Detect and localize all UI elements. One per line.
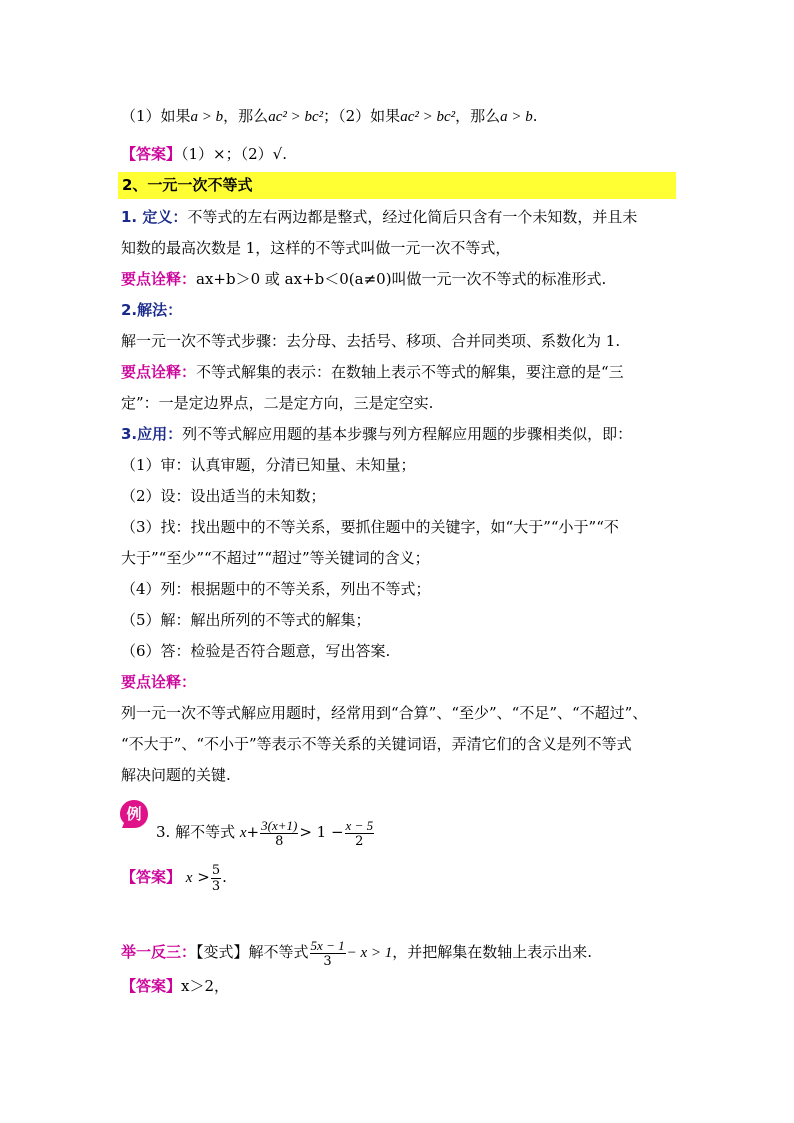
answer-line-1: 【答案】（1）×；（2）√.: [121, 145, 287, 163]
answer-line-4: 【答案】x＞2，: [121, 977, 230, 995]
section-heading: 2、一元一次不等式: [122, 176, 253, 194]
answer-line-3: 【答案】 x > $\frac{5}{3}$ .: [121, 862, 227, 894]
fraction: $\frac{x - 5}{2}$: [345, 817, 374, 849]
application-intro: 3.应用：列不等式解应用题的基本步骤与列方程解应用题的步骤相类似，即：: [121, 425, 633, 443]
note3-line-3: 解决问题的关键.: [121, 766, 231, 784]
fraction: $\frac{5x - 1}{3}$: [310, 937, 345, 969]
note2-line-1: 要点诠释：不等式解集的表示：在数轴上表示不等式的解集，要注意的是“三: [121, 363, 624, 381]
note3-line-2: “不大于”、“不小于”等表示不等关系的关键词语，弄清它们的含义是列不等式: [121, 735, 632, 753]
application-step: （2）设：设出适当的未知数；: [121, 487, 326, 505]
svg-text:例: 例: [126, 805, 142, 823]
question-parts-line: （1）如果a > b，那么ac² > bc²；（2）如果ac² > bc²，那么a > b.: [121, 107, 538, 125]
application-step: （5）解：解出所列的不等式的解集；: [121, 611, 371, 629]
fraction: $\frac{5}{3}$: [211, 862, 221, 894]
variant-question: 举一反三：【变式】解不等式 $\frac{5x - 1}{3}$ − x > 1，并把解集在数轴上表示出来.: [121, 937, 593, 969]
method-text: 解一元一次不等式步骤：去分母、去括号、移项、合并同类项、系数化为 1.: [121, 332, 621, 350]
application-step: （1）审：认真审题，分清已知量、未知量；: [121, 456, 416, 474]
note2-line-2: 定”：一是定边界点，二是定方向，三是定空实.: [121, 394, 434, 412]
application-step: （4）列：根据题中的不等关系，列出不等式；: [121, 580, 431, 598]
section-heading-highlight: [118, 172, 676, 199]
answer-tag: 【答案】: [121, 145, 182, 163]
method-label: 2.解法：: [121, 301, 183, 319]
fraction: $\frac{3(x+1)}{8}$: [261, 817, 298, 849]
note3-line-1: 列一元一次不等式解应用题时，经常用到“合算”、“至少”、“不足”、“不超过”、: [121, 704, 648, 722]
example-badge-icon: [119, 799, 149, 829]
application-step: （6）答：检验是否符合题意，写出答案.: [121, 642, 391, 660]
application-step: （3）找：找出题中的不等关系，要抓住题中的关键字，如“大于”“小于”“不: [121, 518, 619, 536]
application-step: 大于”“至少”“不超过”“超过”等关键词的含义；: [121, 549, 430, 567]
definition-line-2: 知数的最高次数是 1，这样的不等式叫做一元一次不等式，: [121, 239, 511, 257]
note3-label: 要点诠释：: [121, 673, 197, 691]
definition-line-1: 1. 定义：不等式的左右两边都是整式，经过化简后只含有一个未知数，并且未: [121, 208, 638, 226]
example-3-question: 3. 解不等式 x+ $\frac{3(x+1)}{8}$ > 1 − $\frac{x - 5}{2}$: [156, 817, 374, 849]
note1-line: 要点诠释：ax+b＞0 或 ax+b＜0(a≠0)叫做一元一次不等式的标准形式.: [121, 270, 607, 288]
